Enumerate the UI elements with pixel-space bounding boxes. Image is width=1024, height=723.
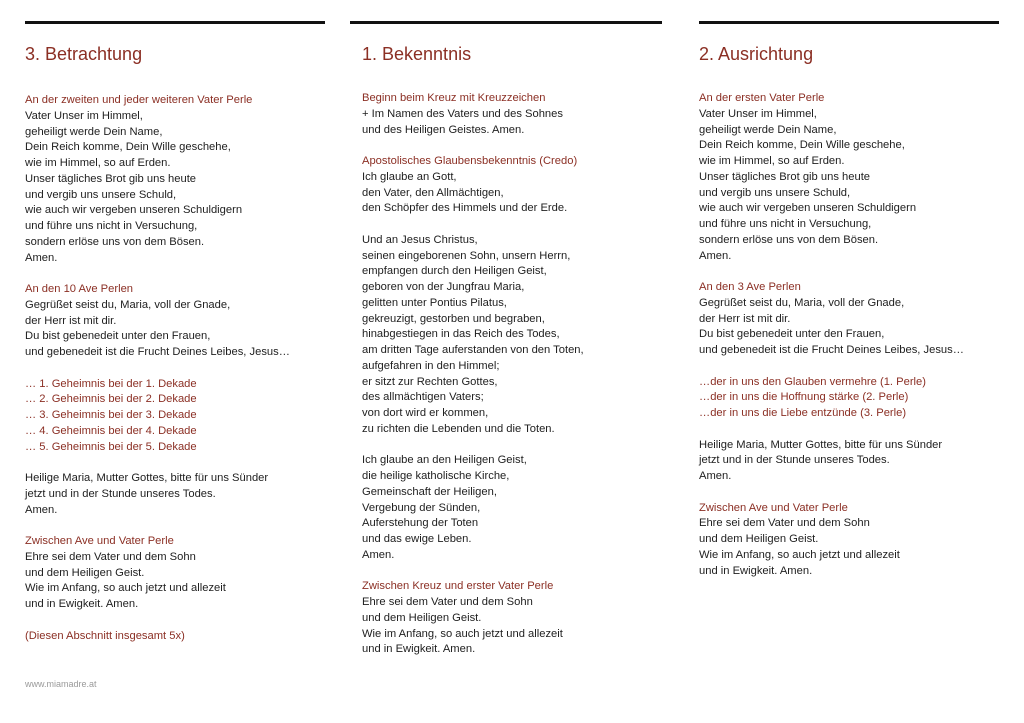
text-line: empfangen durch den Heiligen Geist, [362,265,547,278]
text-line: Du bist gebenedeit unter den Frauen, [25,330,211,343]
text-line: Unser tägliches Brot gib uns heute [699,170,871,183]
text-line: Wie im Anfang, so auch jetzt und allezeit [699,548,900,561]
text-line: Vergebung der Sünden, [362,501,481,514]
text-line: Du bist gebenedeit unter den Frauen, [699,328,885,341]
text-line: geheiligt werde Dein Name, [699,123,837,136]
text-line: Unser tägliches Brot gib uns heute [25,172,197,185]
text-line: Gemeinschaft der Heiligen, [362,485,497,498]
text-line: und gebenedeit ist die Frucht Deines Leibes, Jesus… [699,344,964,356]
top-rule [350,21,662,24]
section-title: 3. Betrachtung [25,44,143,64]
section-heading: …der in uns die Liebe entzünde (3. Perle) [699,407,907,419]
spacer [362,438,584,454]
text-line: Vater Unser im Himmel, [699,107,817,120]
text-line: am dritten Tage auferstanden von den Toten, [362,344,584,356]
section-heading: … 4. Geheimnis bei der 4. Dekade [25,424,197,437]
text-line: hinabgestiegen in das Reich des Todes, [362,328,560,341]
text-line: und des Heiligen Geistes. Amen. [362,123,525,136]
spacer [699,264,964,280]
spacer [25,266,290,282]
spacer [699,485,964,501]
text-line: wie auch wir vergeben unseren Schuldigern [699,202,917,215]
text-line: Wie im Anfang, so auch jetzt und allezeit [362,627,563,640]
section-heading: Zwischen Ave und Vater Perle [699,501,848,514]
text-line: zu richten die Lebenden und die Toten. [362,422,555,435]
section-heading: Zwischen Ave und Vater Perle [25,535,174,547]
text-line: und führe uns nicht in Versuchung, [699,218,872,230]
text-line: Wie im Anfang, so auch jetzt und allezeit [25,582,226,595]
spacer [25,613,290,629]
text-line: Amen. [699,249,732,262]
text-line: den Vater, den Allmächtigen, [362,186,504,199]
text-line: jetzt und in der Stunde unseres Todes. [699,454,890,467]
text-line: Amen. [25,503,58,516]
text-line: Amen. [362,548,395,561]
text-line: Auferstehung der Toten [362,517,479,530]
spacer [25,455,290,471]
text-line: Amen. [25,251,58,264]
section-heading: …der in uns den Glauben vermehre (1. Perle) [699,375,926,388]
text-line: Ehre sei dem Vater und dem Sohn [362,596,533,608]
top-rule [699,21,999,24]
text-line: des allmächtigen Vaters; [362,391,484,404]
text-line: Amen. [699,470,732,482]
section-body [25,93,290,644]
text-line: Heilige Maria, Mutter Gottes, bitte für uns Sünder [699,438,943,451]
spacer [362,564,584,580]
text-line: Und an Jesus Christus, [362,233,478,246]
section-heading: …der in uns die Hoffnung stärke (2. Perle) [699,391,909,404]
text-line: er sitzt zur Rechten Gottes, [362,375,498,388]
text-line: und dem Heiligen Geist. [699,533,819,545]
text-line: der Herr ist mit dir. [25,314,117,327]
spacer [362,217,584,233]
text-line: Ich glaube an Gott, [362,170,457,183]
footer-website: www.miamadre.at [25,679,97,689]
text-line: wie im Himmel, so auf Erden. [25,157,171,169]
section-heading: … 3. Geheimnis bei der 3. Dekade [25,409,197,421]
text-line: und dem Heiligen Geist. [362,611,482,624]
text-line: Ehre sei dem Vater und dem Sohn [25,550,196,563]
text-line: der Herr ist mit dir. [699,312,791,325]
text-line: und vergib uns unsere Schuld, [25,188,177,201]
section-heading: (Diesen Abschnitt insgesamt 5x) [25,629,185,642]
text-line: und dem Heiligen Geist. [25,566,145,579]
text-line: wie auch wir vergeben unseren Schuldigern [25,204,243,217]
spacer [699,359,964,375]
text-line: Dein Reich komme, Dein Wille geschehe, [25,141,231,154]
text-line: Gegrüßet seist du, Maria, voll der Gnade, [25,298,231,311]
text-line: Vater Unser im Himmel, [25,109,143,122]
text-line: den Schöpfer des Himmels und der Erde. [362,202,568,215]
section-heading: … 1. Geheimnis bei der 1. Dekade [25,377,197,390]
text-line: und in Ewigkeit. Amen. [699,564,813,577]
text-line: + Im Namen des Vaters und des Sohnes [362,107,563,120]
section-title: 2. Ausrichtung [699,44,814,64]
text-line: und in Ewigkeit. Amen. [362,643,476,656]
spacer [699,422,964,438]
section-heading: An der ersten Vater Perle [699,92,825,104]
section-heading: An den 3 Ave Perlen [699,281,801,293]
text-line: Heilige Maria, Mutter Gottes, bitte für uns Sünder [25,472,269,484]
section-body [362,91,584,658]
text-line: Dein Reich komme, Dein Wille geschehe, [699,139,905,152]
text-line: gelitten unter Pontius Pilatus, [362,296,507,309]
section-heading: … 2. Geheimnis bei der 2. Dekade [25,393,197,406]
section-body [699,91,964,579]
section-heading: Apostolisches Glaubensbekenntnis (Credo) [362,155,578,167]
text-line: sondern erlöse uns von dem Bösen. [25,235,205,248]
text-line: und in Ewigkeit. Amen. [25,598,139,610]
text-line: seinen eingeborenen Sohn, unsern Herrn, [362,249,571,262]
section-title: 1. Bekenntnis [362,44,472,64]
text-line: geheiligt werde Dein Name, [25,125,163,138]
spacer [25,518,290,534]
section-heading: An der zweiten und jeder weiteren Vater Perle [25,94,253,106]
text-line: geboren von der Jungfrau Maria, [362,281,525,293]
text-line: die heilige katholische Kirche, [362,470,510,482]
top-rule [25,21,325,24]
text-line: Ich glaube an den Heiligen Geist, [362,454,527,467]
text-line: und das ewige Leben. [362,533,472,545]
text-line: Gegrüßet seist du, Maria, voll der Gnade, [699,296,905,309]
text-line: wie im Himmel, so auf Erden. [699,155,845,167]
text-line: und führe uns nicht in Versuchung, [25,220,198,232]
text-line: sondern erlöse uns von dem Bösen. [699,233,879,246]
text-line: Ehre sei dem Vater und dem Sohn [699,517,870,530]
text-line: und gebenedeit ist die Frucht Deines Leibes, Jesus… [25,346,290,358]
text-line: jetzt und in der Stunde unseres Todes. [25,487,216,500]
section-heading: An den 10 Ave Perlen [25,283,134,295]
section-heading: Beginn beim Kreuz mit Kreuzzeichen [362,92,546,104]
section-heading: Zwischen Kreuz und erster Vater Perle [362,580,554,593]
text-line: aufgefahren in den Himmel; [362,359,500,372]
text-line: gekreuzigt, gestorben und begraben, [362,312,545,325]
spacer [362,138,584,154]
spacer [25,361,290,377]
text-line: und vergib uns unsere Schuld, [699,186,851,199]
text-line: von dort wird er kommen, [362,407,489,419]
section-heading: … 5. Geheimnis bei der 5. Dekade [25,440,197,453]
